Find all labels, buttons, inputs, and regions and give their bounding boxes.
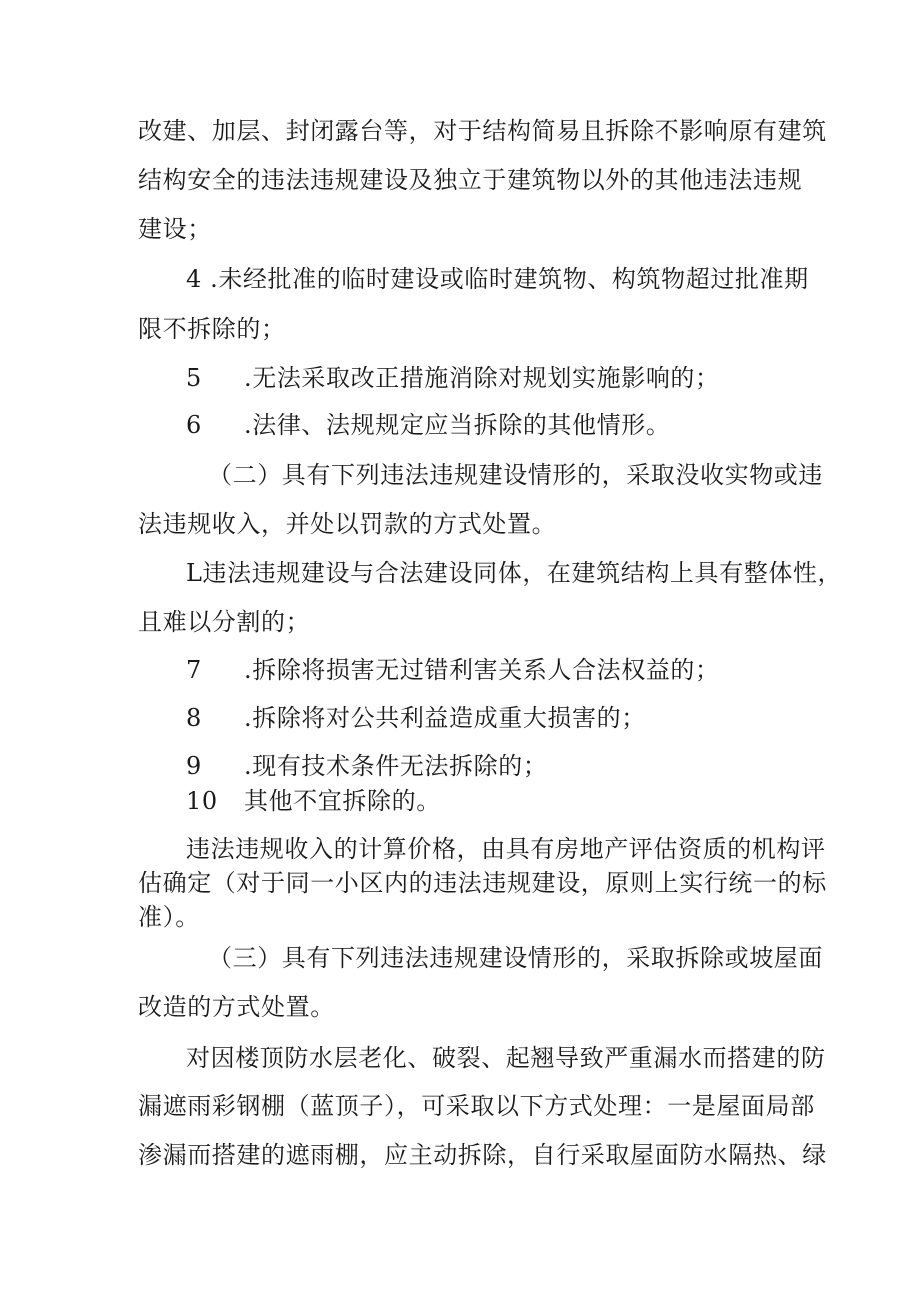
- list-item-9: [186, 751, 784, 781]
- paragraph-line: 建设；: [138, 215, 212, 243]
- list-number: 7: [186, 656, 202, 684]
- list-item-1: L违法违规建设与合法建设同体，在建筑结构上具有整体性，: [186, 559, 843, 587]
- paragraph-line: 改建、加层、封闭露台等，对于结构简易且拆除不影响原有建筑: [138, 117, 827, 145]
- list-text: .拆除将对公共利益造成重大损害的；: [244, 704, 646, 732]
- paragraph-line: 改造的方式处置。: [138, 993, 335, 1021]
- list-number: 8: [186, 704, 202, 732]
- section-heading-2: （二）具有下列违法违规建设情形的，采取没收实物或违: [208, 461, 823, 489]
- list-item-7: [186, 655, 784, 685]
- list-text: .拆除将损害无过错利害关系人合法权益的；: [244, 656, 720, 684]
- list-number: 5: [186, 364, 202, 392]
- list-text: .无法采取改正措施消除对规划实施影响的；: [244, 364, 720, 392]
- list-text: .法律、法规规定应当拆除的其他情形。: [244, 411, 671, 439]
- list-number: 6: [186, 411, 202, 439]
- paragraph-line: 对因楼顶防水层老化、破裂、起翘导致严重漏水而搭建的防: [186, 1044, 826, 1072]
- paragraph-line: 违法违规收入的计算价格，由具有房地产评估资质的机构评: [186, 835, 826, 863]
- section-heading-3: （三）具有下列违法违规建设情形的，采取拆除或坡屋面: [208, 944, 823, 972]
- paragraph-line: 结构安全的违法违规建设及独立于建筑物以外的其他违法违规: [138, 166, 803, 194]
- list-item-4: 4 .未经批准的临时建设或临时建筑物、构筑物超过批准期: [186, 265, 809, 293]
- paragraph-line: 准）。: [138, 903, 200, 931]
- list-item-8: [186, 703, 784, 733]
- paragraph-line: 估确定（对于同一小区内的违法违规建设，原则上实行统一的标: [138, 869, 827, 897]
- paragraph-line: 限不拆除的；: [138, 315, 286, 343]
- list-item-6: [186, 410, 784, 440]
- list-number: 9: [186, 752, 202, 780]
- paragraph-line: 法违规收入，并处以罚款的方式处置。: [138, 510, 557, 538]
- list-text: 其他不宜拆除的。: [244, 787, 441, 815]
- list-item-5: [186, 363, 784, 393]
- paragraph-line: 渗漏而搭建的遮雨棚，应主动拆除，自行采取屋面防水隔热、绿: [138, 1141, 827, 1169]
- paragraph-line: 且难以分割的；: [138, 608, 311, 636]
- list-number: 10: [186, 787, 218, 815]
- list-item-10: [186, 786, 784, 816]
- list-text: .现有技术条件无法拆除的；: [244, 752, 548, 780]
- paragraph-line: 漏遮雨彩钢棚（蓝顶子），可采取以下方式处理：一是屋面局部: [138, 1092, 815, 1120]
